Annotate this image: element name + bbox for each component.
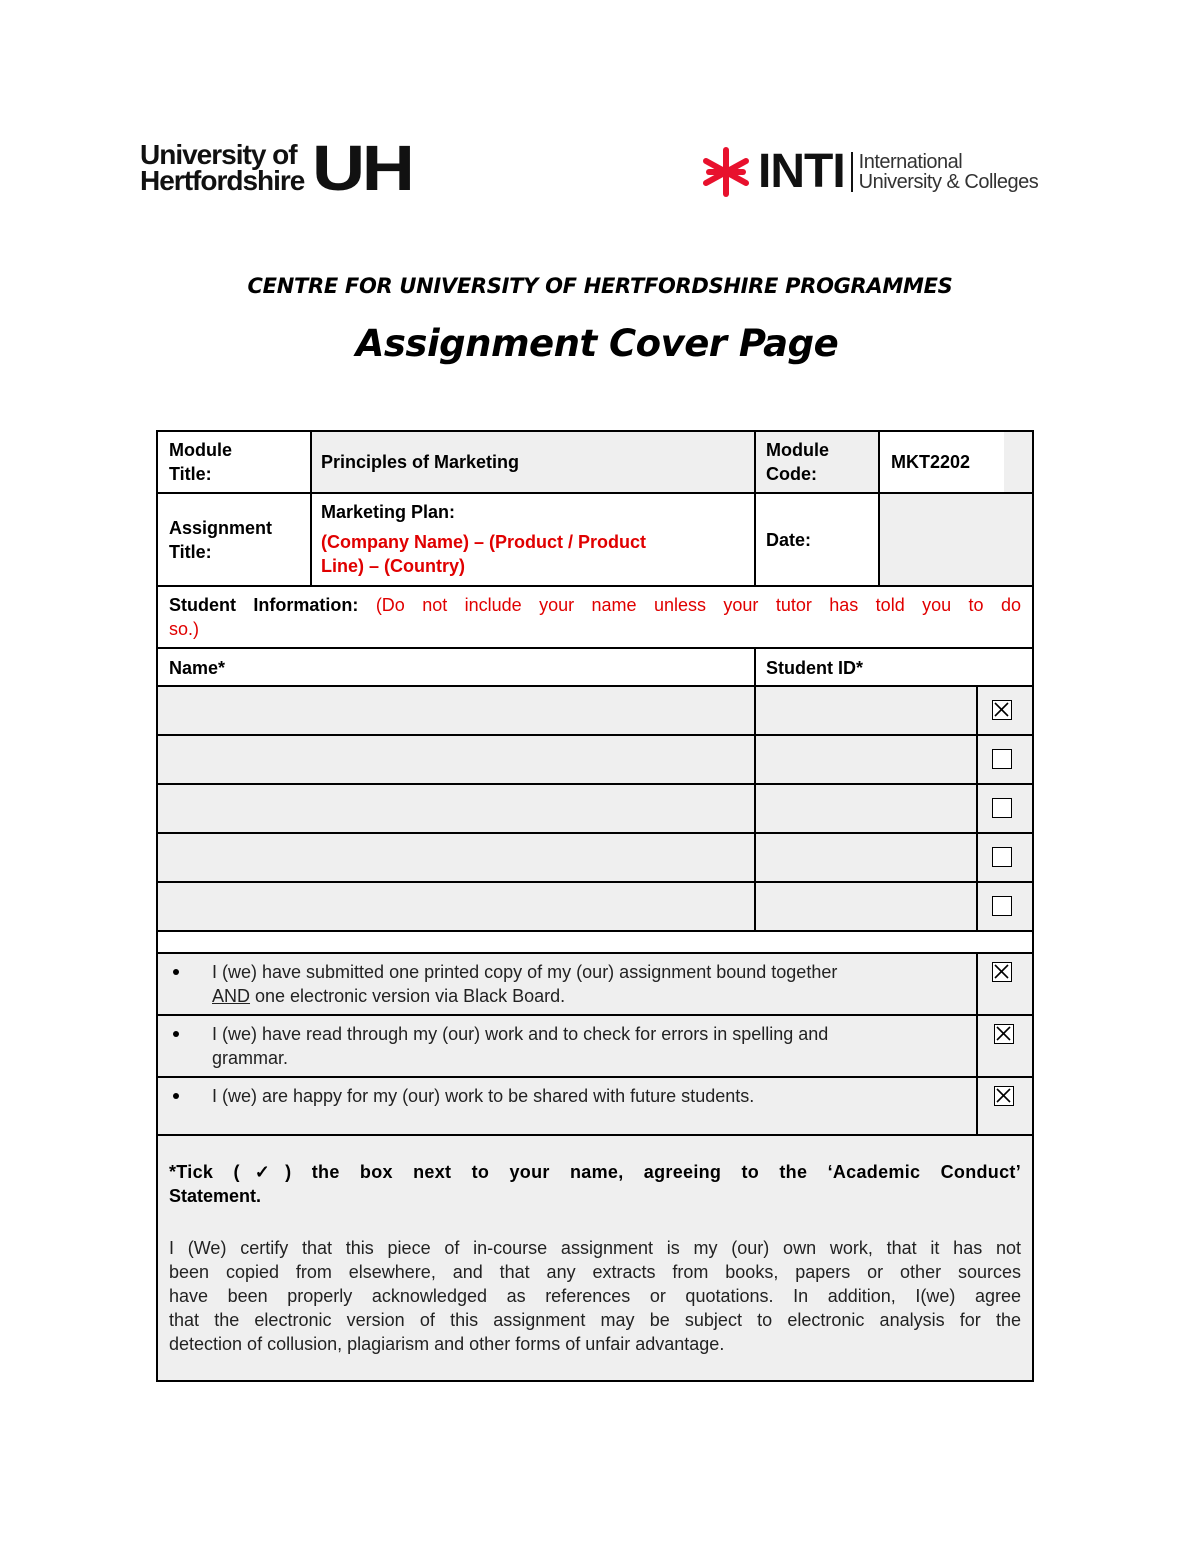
date-label: Date: xyxy=(766,530,812,550)
student-info-note: (Do not include your name unless your tutor has told you to do xyxy=(375,595,1021,615)
declaration-checkbox[interactable] xyxy=(992,962,1012,982)
divider xyxy=(976,952,978,1134)
divider xyxy=(158,585,1032,587)
name-column-header: Name* xyxy=(169,658,226,678)
inti-logo-subtitle: International University & Colleges xyxy=(858,151,1039,193)
module-title-label: Module Title: xyxy=(169,440,232,484)
student-id-field[interactable] xyxy=(756,834,976,881)
student-name-field[interactable] xyxy=(158,736,754,783)
bullet-icon xyxy=(173,969,179,975)
academic-conduct-body-line: been copied from elsewhere, and that any extracts from books, papers or other sources xyxy=(169,1262,1021,1282)
checkbox-cross-icon xyxy=(995,1025,1012,1042)
uh-logo-text: University of Hertfordshire xyxy=(140,139,305,196)
declaration-checkbox[interactable] xyxy=(994,1024,1014,1044)
student-name-field[interactable] xyxy=(158,785,754,832)
academic-conduct-heading: *Tick (✓) the box next to your name, agreeing to the ‘Academic Conduct’ xyxy=(169,1162,1021,1182)
inti-logo-word: INTI xyxy=(758,145,845,198)
checkbox-cross-icon xyxy=(993,963,1010,980)
student-header-row xyxy=(158,649,1032,685)
student-name-field[interactable] xyxy=(158,834,754,881)
student-id-field[interactable] xyxy=(756,687,976,734)
inti-logo xyxy=(700,146,1038,198)
assignment-title-label: Assignment Title: xyxy=(169,518,273,562)
module-title-value: Principles of Marketing xyxy=(321,452,520,472)
student-name-field[interactable] xyxy=(158,687,754,734)
bullet-icon xyxy=(173,1031,179,1037)
checkbox-cross-icon xyxy=(995,1087,1012,1104)
declaration-checkbox[interactable] xyxy=(994,1086,1014,1106)
student-info-note-line2: so.) xyxy=(169,619,200,639)
uh-logo-mark: UH xyxy=(312,132,412,204)
declaration-text: I (we) have read through my (our) work and to check for errors in spelling and grammar. xyxy=(212,1024,829,1068)
bullet-icon xyxy=(173,1093,179,1099)
student-id-field[interactable] xyxy=(756,883,976,930)
declaration-text: I (we) have submitted one printed copy of my (our) assignment bound together AND one electronic version via Black Board. xyxy=(212,962,838,1006)
divider xyxy=(754,432,756,585)
declaration-text: I (we) are happy for my (our) work to be shared with future students. xyxy=(212,1086,755,1106)
divider xyxy=(158,492,1032,494)
student-id-column-header: Student ID* xyxy=(766,658,863,678)
student-id-field[interactable] xyxy=(756,785,976,832)
marketing-plan-label: Marketing Plan: xyxy=(321,502,456,522)
divider xyxy=(158,930,1032,932)
spacer-row xyxy=(158,932,1032,952)
centre-heading: CENTRE FOR UNIVERSITY OF HERTFORDSHIRE PROGRAMMES xyxy=(247,274,953,298)
divider xyxy=(158,647,1032,649)
academic-conduct-statement xyxy=(169,1160,1021,1356)
student-id-field[interactable] xyxy=(756,736,976,783)
checkbox-cross-icon xyxy=(993,701,1010,718)
inti-logo-divider xyxy=(851,152,853,192)
university-of-hertfordshire-logo xyxy=(140,132,412,204)
academic-conduct-body-line: detection of collusion, plagiarism and other forms of unfair advantage. xyxy=(169,1334,725,1354)
student-info-label: Student Information: xyxy=(169,595,359,615)
student-agreement-checkbox[interactable] xyxy=(992,749,1012,769)
student-agreement-checkbox[interactable] xyxy=(992,798,1012,818)
divider xyxy=(158,1014,1032,1016)
divider xyxy=(158,1134,1032,1136)
academic-conduct-body-line: I (We) certify that this piece of in-course assignment is my (our) own work, that it has not xyxy=(169,1238,1021,1258)
assignment-placeholder-line1: (Company Name) – (Product / Product xyxy=(321,532,647,552)
module-code-label: Module Code: xyxy=(766,440,829,484)
student-info-line1 xyxy=(169,593,1021,617)
divider xyxy=(976,685,978,930)
academic-conduct-body-line: have been properly acknowledged as references or quotations. In addition, I(we) agree xyxy=(169,1286,1021,1306)
assignment-placeholder-line2: Line) – (Country) xyxy=(321,556,465,576)
declaration-emphasis: AND xyxy=(212,986,251,1006)
divider xyxy=(158,952,1032,954)
divider xyxy=(158,1076,1032,1078)
student-agreement-checkbox[interactable] xyxy=(992,700,1012,720)
assignment-title-value xyxy=(321,500,746,578)
module-code-value: MKT2202 xyxy=(891,452,971,472)
assignment-cover-form xyxy=(156,430,1034,1382)
inti-star-icon xyxy=(700,146,752,198)
divider xyxy=(878,432,880,585)
divider xyxy=(310,432,312,585)
student-agreement-checkbox[interactable] xyxy=(992,896,1012,916)
student-information xyxy=(169,593,1021,641)
page-title: Assignment Cover Page xyxy=(355,322,839,365)
academic-conduct-body-line: that the electronic version of this assignment may be subject to electronic analysis for the xyxy=(169,1310,1021,1330)
student-agreement-checkbox[interactable] xyxy=(992,847,1012,867)
academic-conduct-heading-line2: Statement. xyxy=(169,1186,262,1206)
student-name-field[interactable] xyxy=(158,883,754,930)
